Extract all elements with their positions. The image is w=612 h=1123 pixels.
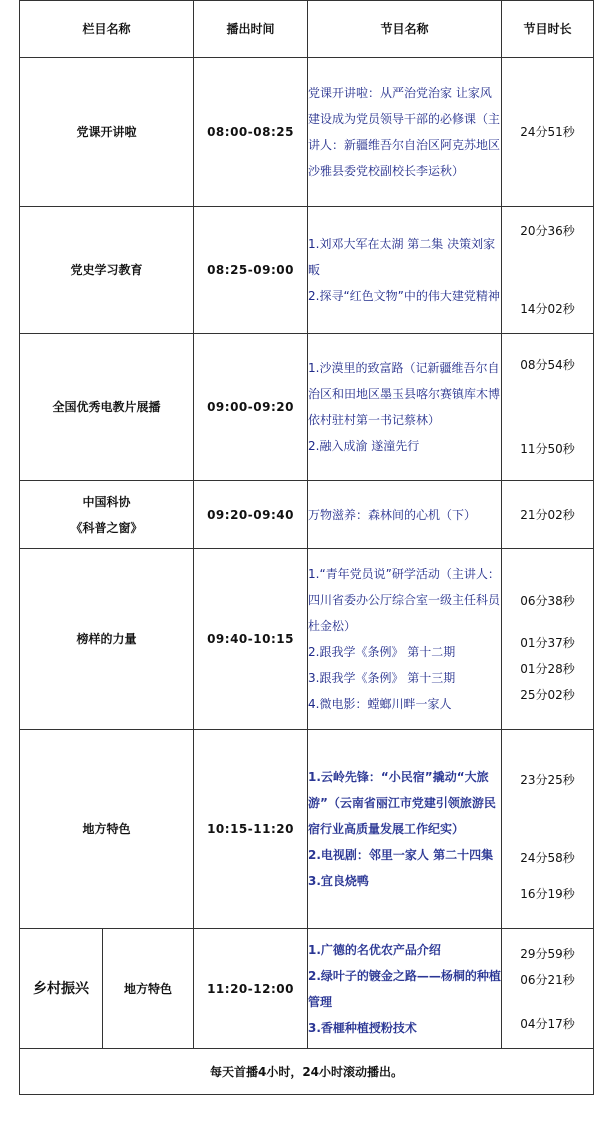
program-item: 3.跟我学《条例》 第十三期	[308, 671, 456, 685]
table-row	[20, 929, 594, 1049]
program-cell	[308, 730, 502, 929]
program-cell	[308, 549, 502, 730]
duration-item: 23分25秒	[520, 772, 575, 787]
duration-item: 20分36秒	[520, 224, 575, 238]
footer-row	[20, 1049, 594, 1095]
table-row	[20, 334, 594, 481]
duration-item: 01分37秒	[520, 636, 575, 650]
program-item: 2.绿叶子的镀金之路——杨桐的种植管理	[308, 968, 501, 1009]
footer-note: 每天首播4小时，24小时滚动播出。	[20, 1049, 594, 1095]
program-item: 党课开讲啦：从严治党治家 让家风建设成为党员领导干部的必修课（主讲人：新疆维吾尔自治区阿克苏地区沙雅县委党校副校长李运秋）	[308, 86, 501, 178]
duration-cell	[502, 929, 594, 1049]
duration-item: 04分17秒	[520, 1016, 575, 1031]
duration-item: 01分28秒	[520, 662, 575, 676]
column-name-main: 乡村振兴	[20, 929, 103, 1049]
broadcast-time: 09:00-09:20	[194, 334, 308, 481]
program-item: 2.电视剧：邻里一家人 第二十四集	[308, 848, 494, 862]
column-name: 榜样的力量	[20, 549, 194, 730]
column-name-line: 中国科协	[82, 494, 131, 509]
duration-item: 11分50秒	[520, 442, 575, 456]
duration-item: 24分58秒	[520, 850, 575, 865]
broadcast-time: 10:15-11:20	[194, 730, 308, 929]
table-row	[20, 481, 594, 549]
broadcast-time: 08:25-09:00	[194, 207, 308, 334]
header-column-name: 栏目名称	[20, 1, 194, 58]
column-name-line: 《科普之窗》	[70, 520, 143, 535]
duration-cell	[502, 207, 594, 334]
header-program-name: 节目名称	[308, 1, 502, 58]
program-item: 3.宜良烧鸭	[308, 874, 369, 888]
duration-cell	[502, 549, 594, 730]
column-name: 党课开讲啦	[20, 58, 194, 207]
duration-cell	[502, 730, 594, 929]
column-name	[20, 481, 194, 549]
column-name-sub: 地方特色	[103, 929, 194, 1049]
duration-item: 25分02秒	[520, 688, 575, 702]
column-name: 党史学习教育	[20, 207, 194, 334]
duration-item: 08分54秒	[520, 358, 575, 372]
header-duration: 节目时长	[502, 1, 594, 58]
broadcast-time: 11:20-12:00	[194, 929, 308, 1049]
program-item: 3.香榧种植授粉技术	[308, 1020, 417, 1035]
program-item: 1.“青年党员说”研学活动（主讲人：四川省委办公厅综合室一级主任科员杜金松）	[308, 567, 501, 633]
duration-item: 16分19秒	[520, 886, 575, 901]
program-cell	[308, 207, 502, 334]
program-cell	[308, 58, 502, 207]
program-item: 1.沙漠里的致富路（记新疆维吾尔自治区和田地区墨玉县喀尔赛镇库木博依村驻村第一书记蔡林）	[308, 361, 501, 427]
program-cell	[308, 334, 502, 481]
broadcast-time: 08:00-08:25	[194, 58, 308, 207]
program-item: 1.广德的名优农产品介绍	[308, 942, 441, 957]
broadcast-time: 09:40-10:15	[194, 549, 308, 730]
duration-cell	[502, 481, 594, 549]
duration-item: 29分59秒	[520, 946, 575, 961]
duration-item: 06分38秒	[520, 594, 575, 608]
duration-item: 21分02秒	[520, 507, 575, 522]
table-row	[20, 207, 594, 334]
duration-item: 24分51秒	[520, 125, 575, 139]
program-item: 1.云岭先锋：“小民宿”撬动“大旅游”（云南省丽江市党建引领旅游民宿行业高质量发展工作纪实）	[308, 770, 496, 836]
column-name: 全国优秀电教片展播	[20, 334, 194, 481]
program-item: 2.融入成渝 遂潼先行	[308, 439, 420, 453]
column-name: 地方特色	[20, 730, 194, 929]
table-row	[20, 58, 594, 207]
program-item: 万物滋养：森林间的心机（下）	[308, 507, 477, 522]
program-cell	[308, 929, 502, 1049]
header-broadcast-time: 播出时间	[194, 1, 308, 58]
schedule-table	[19, 0, 594, 1095]
program-item: 4.微电影：螳螂川畔一家人	[308, 697, 452, 711]
duration-cell	[502, 58, 594, 207]
duration-cell	[502, 334, 594, 481]
broadcast-time: 09:20-09:40	[194, 481, 308, 549]
header-row	[20, 1, 594, 58]
program-cell	[308, 481, 502, 549]
table-row	[20, 730, 594, 929]
duration-item: 06分21秒	[520, 972, 575, 987]
program-item: 2.跟我学《条例》 第十二期	[308, 645, 456, 659]
duration-item: 14分02秒	[520, 302, 575, 316]
table-row	[20, 549, 594, 730]
program-item: 1.刘邓大军在太湖 第二集 决策刘家畈	[308, 237, 496, 277]
program-item: 2.探寻“红色文物”中的伟大建党精神	[308, 289, 500, 303]
